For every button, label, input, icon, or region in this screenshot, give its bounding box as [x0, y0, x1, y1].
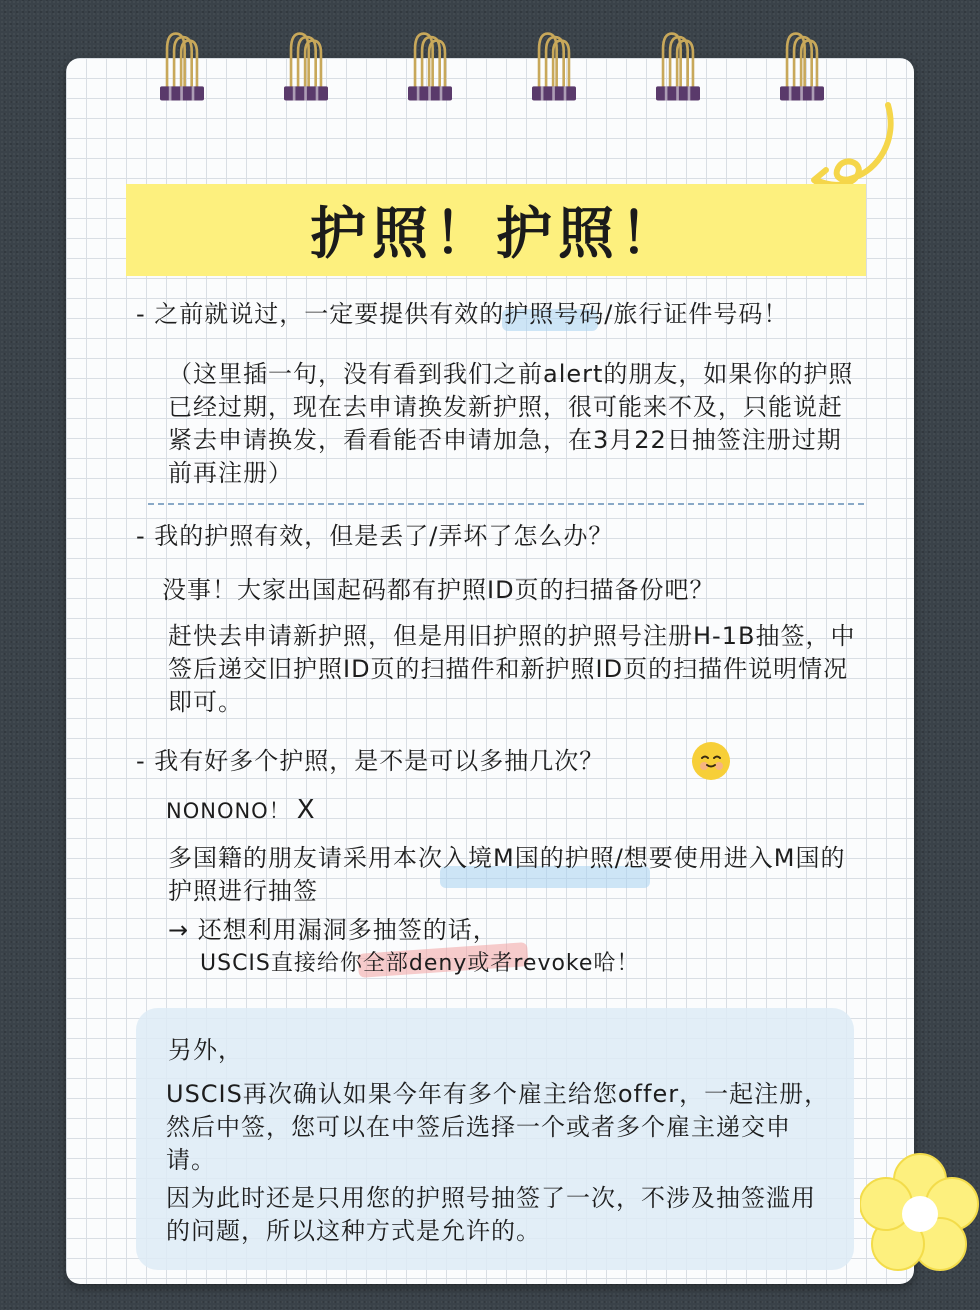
spiral-ring-icon: [408, 26, 452, 108]
bullet-question-1: - 之前就说过，一定要提供有效的护照号码/旅行证件号码！: [136, 300, 789, 328]
box-paragraph-2: 因为此时还是只用您的护照号抽签了一次，不涉及抽签滥用的问题，所以这种方式是允许的。: [166, 1184, 816, 1245]
spiral-ring-icon: [532, 26, 576, 108]
arrow-line: → 还想利用漏洞多抽签的话，: [168, 916, 498, 944]
title-banner: [126, 184, 866, 276]
spiral-ring-icon: [284, 26, 328, 108]
warning-line: USCIS直接给你全部deny或者revoke哈！: [200, 951, 640, 976]
info-box: [136, 1008, 854, 1270]
answer-line: 没事！大家出国起码都有护照ID页的扫描备份吧？: [162, 576, 715, 604]
box-paragraph-1: USCIS再次确认如果今年有多个雇主给您offer，一起注册，然后中签，您可以在中签后选择一个或者多个雇主递交申请。: [166, 1080, 830, 1174]
flower-doodle-icon: [860, 1152, 980, 1272]
page-title: 护照！护照！: [310, 202, 682, 267]
no-answer-text: NONONO！: [166, 799, 291, 823]
spiral-ring-icon: [780, 26, 824, 108]
dashed-divider: [148, 503, 864, 505]
bullet-question-2: - 我的护照有效，但是丢了/弄坏了怎么办？: [136, 522, 614, 550]
bullet-question-3: - 我有好多个护照，是不是可以多抽几次？: [136, 747, 605, 775]
smiley-emoji-icon: [690, 740, 732, 782]
note-paragraph: （这里插一句，没有看到我们之前alert的朋友，如果你的护照已经过期，现在去申请换发新护照，很可能来不及，只能说赶紧去申请换发，看看能否申请加急，在3月22日抽签注册过期前再注册）: [168, 360, 854, 487]
spiral-ring-icon: [160, 26, 204, 108]
answer-paragraph: 多国籍的朋友请采用本次入境M国的护照/想要使用进入M国的护照进行抽签: [168, 844, 846, 905]
no-answer: [166, 794, 866, 828]
box-heading: 另外，: [168, 1036, 243, 1064]
spiral-ring-icon: [656, 26, 700, 108]
answer-paragraph: 赶快去申请新护照，但是用旧护照的护照号注册H-1B抽签，中签后递交旧护照ID页的扫描件和新护照ID页的扫描件说明情况即可。: [168, 622, 856, 716]
x-mark: X: [296, 795, 316, 825]
